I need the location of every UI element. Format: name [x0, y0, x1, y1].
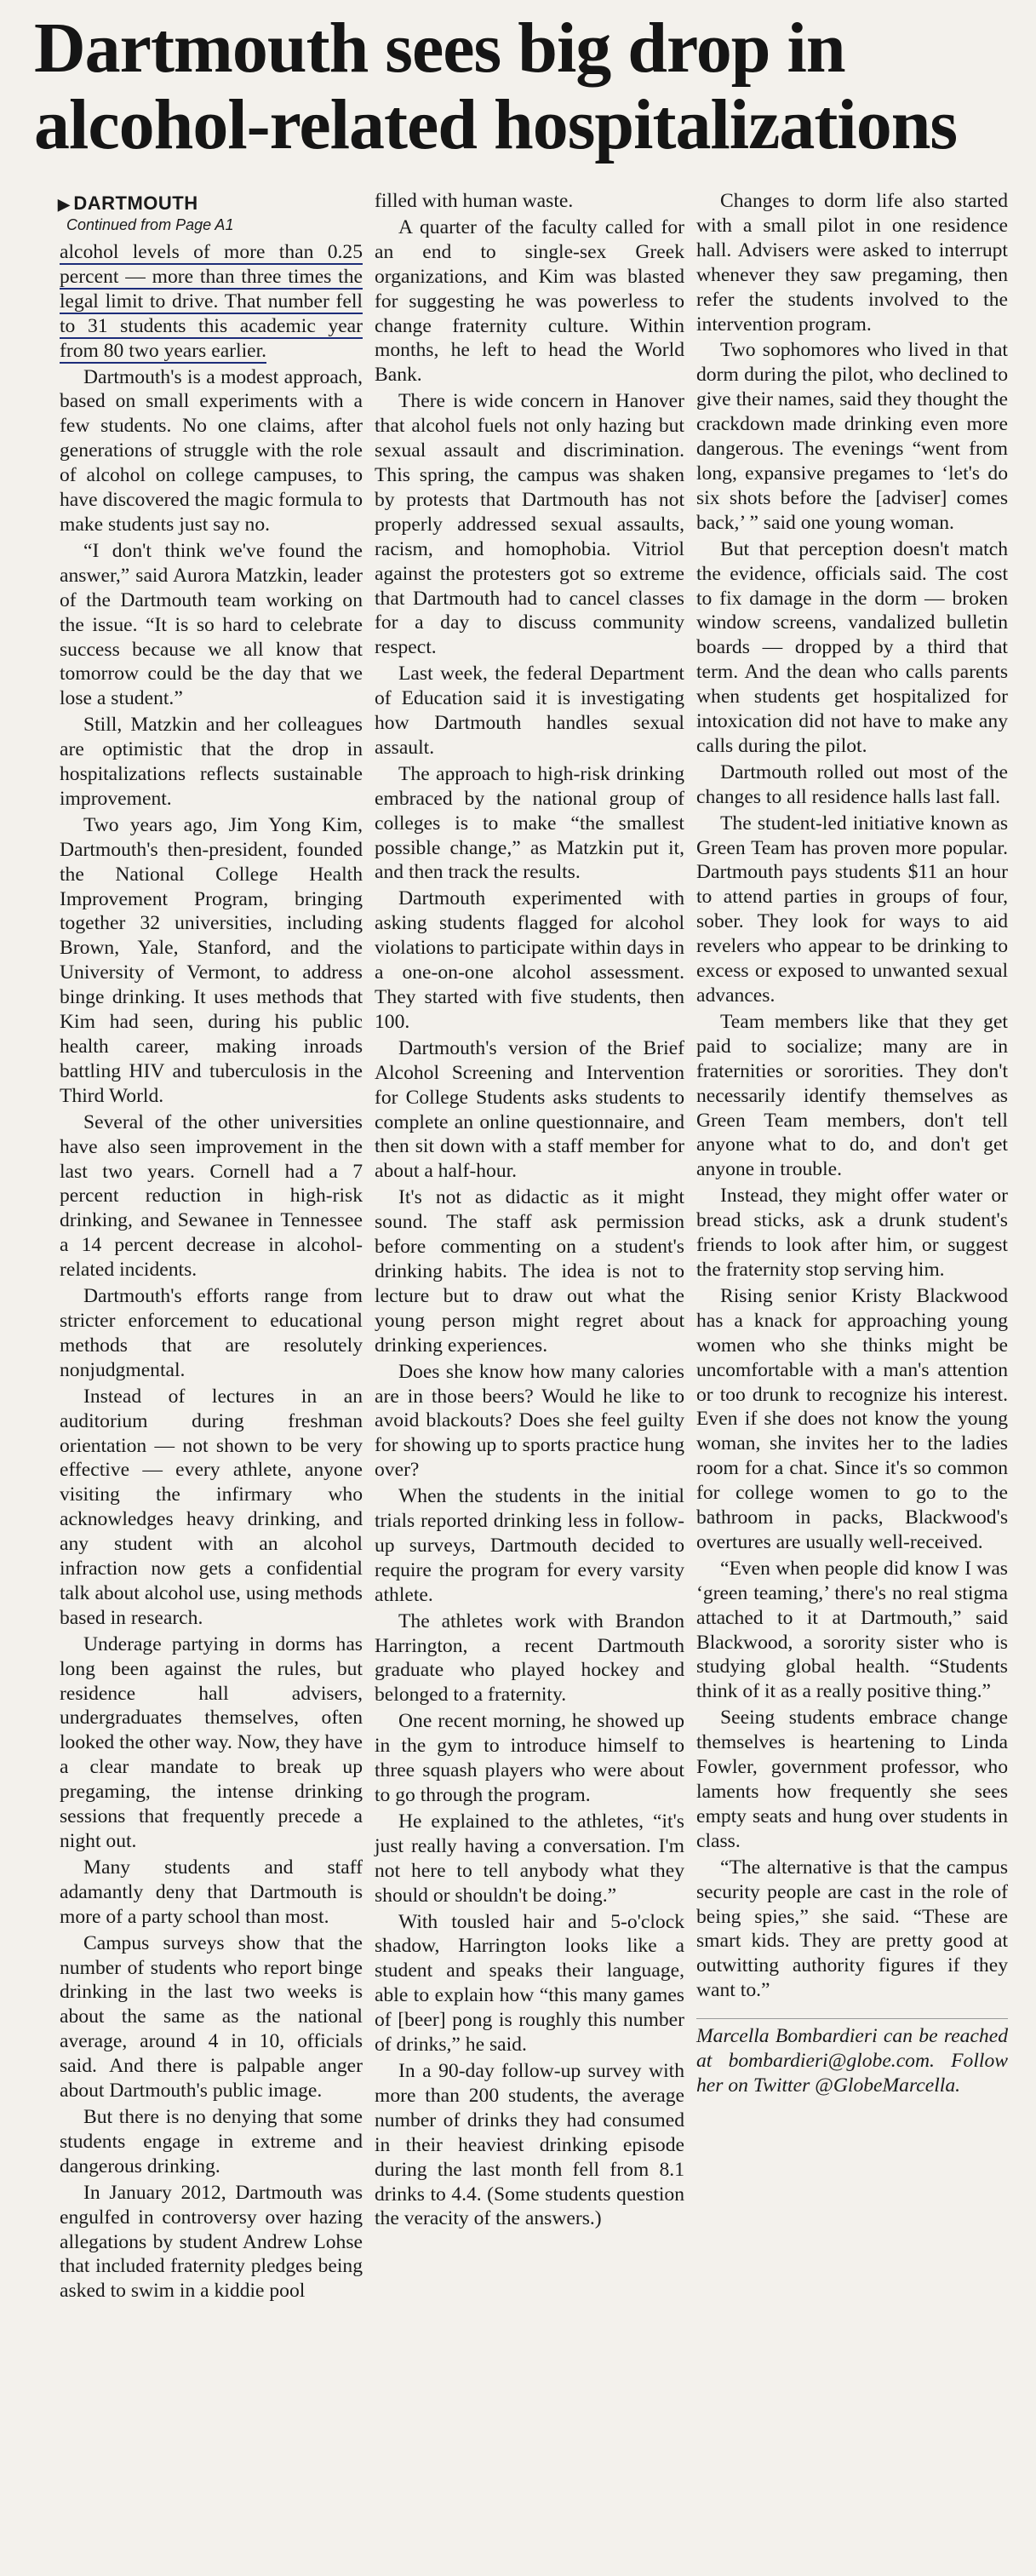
paragraph-text: Rising senior Kristy Blackwood has a knack for approaching young women who she thinks might be uncomfortable with a man's attention or too drunk to recognize his interest. Even if she does not know the young woman, she invites her to the ladies room for a chat. Since it's so common for college women to go to the bathroom in packs, Blackwood's overtures are usually well-received. [696, 1284, 1008, 1553]
column-1 [60, 240, 363, 2305]
paragraph-text: Dartmouth's efforts range from stricter enforcement to educational methods that are resolutely nonjudgmental. [60, 1285, 363, 1381]
article-paragraph [696, 338, 1008, 535]
section-label [58, 192, 198, 215]
article-paragraph [60, 1385, 363, 1631]
paragraph-text: It's not as didactic as it might sound. The staff ask permission before commenting on a student's drinking habits. The idea is not to lecture but to draw out what the young person might regret about drinking experiences. [375, 1186, 684, 1357]
paragraph-text: Still, Matzkin and her colleagues are optimistic that the drop in hospitalizations reflects sustainable improvement. [60, 714, 363, 810]
article-paragraph [375, 1036, 684, 1184]
paragraph-text: alcohol levels of more than 0.25 percent — more than three times the legal limit to drive. That number fell to 31 students this academic year from 80 two years earlier. [60, 241, 363, 362]
paragraph-text: But that perception doesn't match the evidence, officials said. The cost to fix damage in the dorm — broken window screens, vandalized bulletin boards — dropped by a third that term. And the dean who calls parents when students get hospitalized for intoxication did not have to make any calls during the pilot. [696, 537, 1008, 757]
article-paragraph [375, 1185, 684, 1357]
article-paragraph [60, 1856, 363, 1930]
paragraph-text: When the students in the initial trials reported drinking less in follow-up surveys, Dartmouth decided to require the program for every varsity athlete. [375, 1485, 684, 1606]
article-paragraph [60, 1284, 363, 1383]
paragraph-text: Last week, the federal Department of Education said it is investigating how Dartmouth handles sexual assault. [375, 663, 684, 759]
article-paragraph [696, 1284, 1008, 1555]
paragraph-text: Instead of lectures in an auditorium during freshman orientation — not shown to be very effective — every athlete, anyone visiting the infirmary who acknowledges heavy drinking, and any student with an alcohol infraction now gets a confidential talk about alcohol use, using methods based in research. [60, 1385, 363, 1629]
column-2 [375, 189, 684, 2233]
paragraph-text: “I don't think we've found the answer,” said Aurora Matzkin, leader of the Dartmouth team working on the issue. “It is so hard to celebrate success because we all know that tomorrow could be the day that we lose a student.” [60, 539, 363, 710]
paragraph-text: Team members like that they get paid to socialize; many are in fraternities or sororities. They don't necessarily identify themselves as Green Team members, don't tell anyone what to do, and don't get anyone in trouble. [696, 1010, 1008, 1181]
paragraph-text: One recent morning, he showed up in the gym to introduce himself to three squash players who were about to go through the program. [375, 1710, 684, 1806]
article-paragraph [375, 1910, 684, 2057]
article-paragraph [60, 1632, 363, 1854]
article-paragraph [375, 886, 684, 1034]
paragraph-text: The approach to high-risk drinking embraced by the national group of colleges is to make “the smallest possible change,” as Matzkin put it, and then track the results. [375, 762, 684, 884]
paragraph-text: A quarter of the faculty called for an end to single-sex Greek organizations, and Kim was blasted for suggesting he was powerless to change fraternity culture. Within months, he left to head the World Bank. [375, 215, 684, 387]
article-paragraph [696, 760, 1008, 810]
paragraph-text: Campus surveys show that the number of students who report binge drinking in the last two weeks is about the same as the national average, around 4 in 10, officials said. And there is palpable anger about Dartmouth's public image. [60, 1931, 363, 2103]
article-paragraph [60, 713, 363, 812]
article-paragraph [696, 189, 1008, 336]
paragraph-text: Several of the other universities have also seen improvement in the last two years. Cornell had a 7 percent reduction in high-risk drinking, and Sewanee in Tennessee a 14 percent decrease in alcohol-related incidents. [60, 1110, 363, 1282]
article-paragraph [60, 813, 363, 1109]
author-signature: Marcella Bombardieri can be reached at bombardieri@globe.com. Follow her on Twitter @GlobeMarcella. [696, 2018, 1008, 2098]
section-name: DARTMOUTH [73, 192, 198, 214]
paragraph-text: In January 2012, Dartmouth was engulfed in controversy over hazing allegations by student Andrew Lohse that included fraternity pledges being asked to swim in a kiddie pool [60, 2181, 363, 2303]
paragraph-text: Two sophomores who lived in that dorm during the pilot, who declined to give their names, said they thought the crackdown made drinking even more dangerous. The evenings “went from long, expansive pregames to ‘let's do six shots before the [adviser] comes back,’ ” said one young woman. [696, 339, 1008, 534]
paragraph-text: Dartmouth experimented with asking students flagged for alcohol violations to participate within days in a one-on-one alcohol assessment. They started with five students, then 100. [375, 887, 684, 1033]
article-paragraph [60, 1931, 363, 2103]
paragraph-text: In a 90-day follow-up survey with more than 200 students, the average number of drinks they had consumed in their heaviest drinking episode during the last month fell from 8.1 drinks to 4.4. (Some students question the veracity of the answers.) [375, 2059, 684, 2230]
paragraph-text: The athletes work with Brandon Harrington, a recent Dartmouth graduate who played hockey and belonged to a fraternity. [375, 1609, 684, 1707]
paragraph-text: But there is no denying that some students engage in extreme and dangerous drinking. [60, 2105, 363, 2177]
article-paragraph [696, 537, 1008, 759]
paragraph-text: Dartmouth rolled out most of the changes to all residence halls last fall. [696, 760, 1008, 808]
article-paragraph [375, 1709, 684, 1808]
paragraph-text: filled with human waste. [375, 190, 574, 212]
paragraph-text: Instead, they might offer water or bread sticks, ask a drunk student's friends to look after him, or suggest the fraternity stop serving him. [696, 1185, 1008, 1281]
headline: Dartmouth sees big drop in alcohol-related hospitalizations [34, 9, 958, 164]
article-paragraph [60, 240, 363, 364]
paragraph-text: Changes to dorm life also started with a small pilot in one residence hall. Advisers were asked to interrupt whenever they saw pregaming, then refer the students involved to the intervention program. [696, 190, 1008, 336]
paragraph-text: Dartmouth's version of the Brief Alcohol Screening and Intervention for College Students asks students to complete an online questionnaire, and then sit down with a staff member for about a half-hour. [375, 1036, 684, 1183]
article-paragraph [696, 1010, 1008, 1182]
article-paragraph [696, 1184, 1008, 1282]
paragraph-text: With tousled hair and 5-o'clock shadow, Harrington looks like a student and speaks their language, able to explain how “this many games of [beer] pong is roughly this number of drinks,” he said. [375, 1910, 684, 2057]
article-paragraph [696, 1557, 1008, 1704]
paragraph-text: He explained to the athletes, “it's just really having a conversation. I'm not here to tell anybody what they should or shouldn't be doing.” [375, 1810, 684, 1907]
article-paragraph [60, 2105, 363, 2179]
article-paragraph [375, 189, 684, 214]
continued-line: Continued from Page A1 [66, 216, 234, 233]
paragraph-text: Many students and staff adamantly deny that Dartmouth is more of a party school than most. [60, 1856, 363, 1928]
article-paragraph [696, 1856, 1008, 2003]
article-paragraph [375, 1360, 684, 1483]
triangle-icon: ▶ [58, 196, 71, 213]
paragraph-text: Underage partying in dorms has long been against the rules, but residence hall advisers, undergraduates themselves, often looked the other way. Now, they have a clear mandate to break up pregaming, the intense drinking sessions that frequently precede a night out. [60, 1632, 363, 1852]
article-paragraph [696, 812, 1008, 1008]
article-paragraph [60, 539, 363, 711]
article-paragraph [60, 365, 363, 537]
paragraph-text: The student-led initiative known as Green Team has proven more popular. Dartmouth pays students $11 an hour to attend parties in groups of four, sober. They look for ways to aid revelers who appear to be drinking to excess or exposed to unwanted sexual advances. [696, 812, 1008, 1007]
paragraph-text: Does she know how many calories are in those beers? Would he like to avoid blackouts? Does she feel guilty for showing up to sports practice hung over? [375, 1360, 684, 1482]
article-paragraph [375, 1484, 684, 1608]
article-paragraph [375, 1609, 684, 1708]
column-3 [696, 189, 1008, 2100]
article-paragraph [375, 662, 684, 760]
article-paragraph [696, 1706, 1008, 1853]
article-paragraph [375, 762, 684, 886]
article-paragraph [60, 2181, 363, 2304]
article-paragraph [60, 1110, 363, 1282]
paragraph-text: There is wide concern in Hanover that alcohol fuels not only hazing but sexual assault and discrimination. This spring, the campus was shaken by protests that Dartmouth has not properly addressed sexual assaults, racism, and homophobia. Vitriol against the protesters got so extreme that Dartmouth had to cancel classes for a day to discuss community respect. [375, 390, 684, 659]
paragraph-text: “The alternative is that the campus security people are cast in the role of being spies,” she said. “These are smart kids. They are pretty good at outwitting authority figures if they want to.” [696, 1856, 1008, 2002]
article-paragraph [375, 215, 684, 387]
article-paragraph [375, 389, 684, 660]
article-paragraph [375, 1810, 684, 1908]
paragraph-text: “Even when people did know I was ‘green teaming,’ there's no real stigma attached to it at Dartmouth,” said Blackwood, a sorority sister who is studying global health. “Students think of it as a really positive thing.” [696, 1557, 1008, 1703]
paragraph-text: Seeing students embrace change themselves is heartening to Linda Fowler, government professor, who laments how frequently she sees empty seats and hung over students in class. [696, 1707, 1008, 1852]
article-paragraph [375, 2059, 684, 2231]
paragraph-text: Dartmouth's is a modest approach, based on small experiments with a few students. No one claims, after generations of struggle with the role of alcohol on college campuses, to have discovered the magic formula to make students just say no. [60, 365, 363, 536]
paragraph-text: Two years ago, Jim Yong Kim, Dartmouth's then-president, founded the National College Health Improvement Program, bringing together 32 universities, including Brown, Yale, Stanford, and the University of Vermont, to address binge drinking. It uses methods that Kim had seen, during his public health career, making inroads battling HIV and tuberculosis in the Third World. [60, 813, 363, 1107]
